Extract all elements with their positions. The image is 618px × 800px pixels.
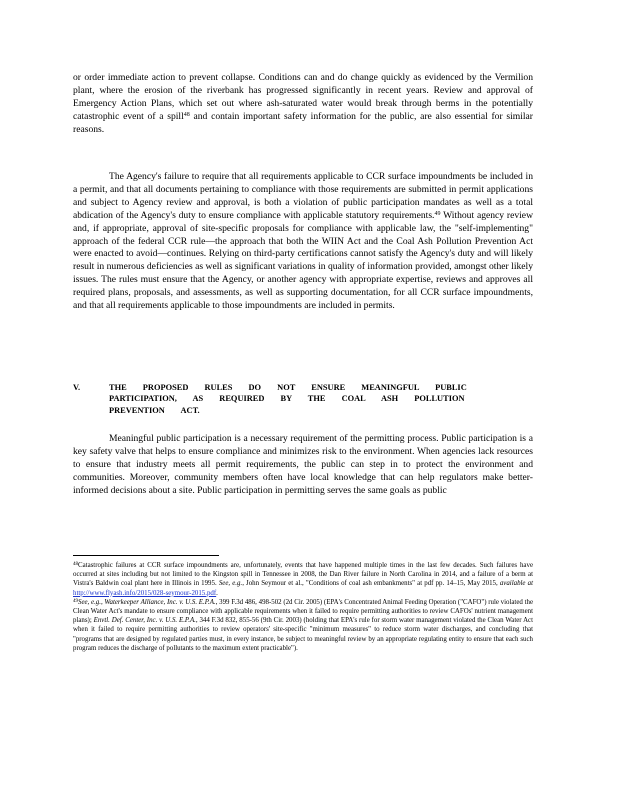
footnote-separator (73, 555, 219, 556)
footnote-ref-49[interactable]: 49 (434, 210, 441, 217)
paragraph-agency-failure: The Agency's failure to require that all requirements applicable to CCR surface impoundments be included in a permit, and that all documents pertaining to compliance with those requirements are submitted in permit applications and subject to Agency review and approval, is both a violation of public participation mandates as well as a total abdication of the Agency's duty to ensure compliance with applicable statutory requirements.$^{49}$ Without agency review and, if appropriate, approval of site-specific proposals for compliance with applicable law, the "self-implementing" approach of the federal CCR rule—the approach that both the WIIN Act and the Coal Ash Pollution Prevention Act were enacted to avoid—continues. Relying on third-party certifications cannot satisfy the Agency's duty and will likely result in numerous deficiencies as well as significant variations in quality of information provided, amongst other likely issues. The rules must ensure that the Agency, or another agency with appropriate expertise, reviews and approves all required plans, proposals, and assessments, as well as supporting documentation, for all CCR surface impoundments, and that all requirements applicable to those impoundments are included in permits. (73, 171, 533, 312)
section-title: THE PROPOSED RULES DO NOT ENSURE MEANINGFUL PUBLIC PARTICIPATION, AS REQUIRED BY THE COAL ASH POLLUTION PREVENTION ACT. (109, 383, 467, 415)
section-number: V. (73, 383, 81, 392)
footnotes (73, 561, 533, 653)
footnote-48-link[interactable]: http://www.flyash.info/2015/028-seymour-2015.pdf (73, 589, 217, 597)
paragraph-public-participation: Meaningful public participation is a necessary requirement of the permitting process. Public participation is a key safety valve that helps to ensure compliance and minimizes risk to the environment. When agencies lack resources to ensure that industry meets all permit requirements, the public can step in to protect the environment and communities. Moreover, community members often have local knowledge that can help regulators make better-informed decisions about a site. Public participation in permitting serves the same goals as public (73, 433, 533, 496)
paragraph-continuation: or order immediate action to prevent collapse. Conditions can and do change quickly as evidenced by the Vermilion plant, where the erosion of the riverbank has progressed significantly in recent years. Review and approval of Emergency Action Plans, which set out where ash-saturated water would break through berms in the potentially catastrophic event of a spill$^{48}$ and contain important safety information for the public, are also essential for similar reasons. (73, 72, 534, 135)
footnote-48: $^{48}$Catastrophic failures at CCR surface impoundments are, unfortunately, events that have happened multiple times in the last few decades. Such failures have occurred at sites including but not limited to the Kingston spill in Tennessee in 2008, the Dan River failure in North Carolina in 2014, and a failure of a berm at Vistra's Baldwin coal plant here in Illinois in 1995. See, e.g., John Seymour et al., "Conditions of coal ash embankments" at pdf pp. 14–15, May 2015, available at http://www.flyash.info/2015/028-seymour-2015.pdf. (73, 562, 533, 597)
footnote-49: $^{49}$See, e.g., Waterkeeper Alliance, Inc. v. U.S. E.P.A., 399 F.3d 486, 498-502 (2d Cir. 2005) (EPA's Concentrated Animal Feeding Operation ("CAFO") rule violated the Clean Water Act's mandate to ensure compliance with applicable requirements when it failed to require permitting authorities to review CAFOs' nutrient management plans); Envtl. Def. Center, Inc. v. U.S. E.P.A., 344 F.3d 832, 855-56 (9th Cir. 2003) (holding that EPA's rule for storm water management violated the Clean Water Act when it failed to require permitting authorities to review operators' site-specific "minimum measures" to reduce storm water discharges, and concluding that "programs that are designed by regulated parties must, in every instance, be subject to meaningful review by an appropriate regulating entity to ensure that each such program reduces the discharge of pollutants to the maximum extent practicable"). (73, 598, 534, 652)
footnote-ref-48[interactable]: 48 (183, 111, 190, 118)
